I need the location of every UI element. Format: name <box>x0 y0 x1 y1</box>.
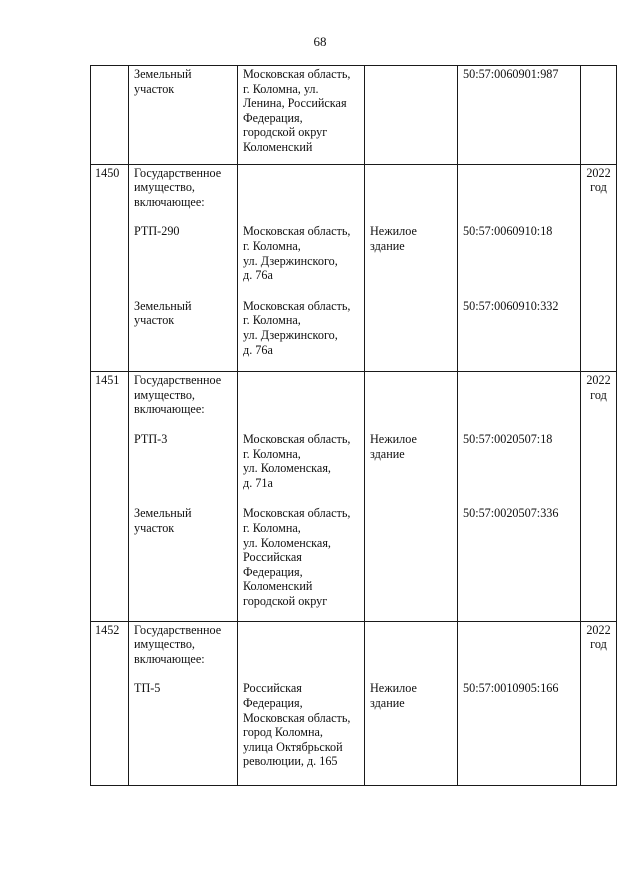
year-cell <box>581 66 617 165</box>
object-address-line: городской округ <box>243 593 328 608</box>
object-type <box>370 224 453 282</box>
property-group-header <box>134 373 233 417</box>
table-row <box>91 621 617 785</box>
object-address-line: г. Коломна, ул. <box>243 81 319 96</box>
object-address <box>243 432 360 490</box>
property-registry-table <box>90 65 617 786</box>
object-type <box>370 681 453 769</box>
object-name-line: участок <box>134 313 175 328</box>
property-group-header-line: включающее: <box>134 402 205 417</box>
object-address <box>243 681 360 769</box>
object-type-cell <box>365 372 458 621</box>
object-name-line: ТП-5 <box>134 681 161 696</box>
object-type-line: здание <box>370 446 405 461</box>
object-type-line: здание <box>370 695 405 710</box>
object-type <box>370 67 453 155</box>
cadastral-number-cell <box>458 621 581 785</box>
cadastral-number-cell <box>458 372 581 621</box>
row-number: 1451 <box>95 373 120 388</box>
object-name <box>134 299 233 357</box>
object-address-line: д. 76а <box>243 268 273 283</box>
transfer-year-line: 2022 <box>586 165 611 180</box>
object-address <box>243 224 360 282</box>
object-address-line: Российская <box>243 550 302 565</box>
object-name-cell <box>129 164 238 372</box>
transfer-year-line: год <box>590 637 607 652</box>
object-address <box>243 506 360 608</box>
cadastral-number: 50:57:0060910:332 <box>463 298 559 313</box>
object-name-line: Земельный <box>134 67 192 81</box>
object-address-line: г. Коломна, <box>243 446 301 461</box>
row-number: 1452 <box>95 622 120 637</box>
property-group-header-line: включающее: <box>134 651 205 666</box>
row-number-cell <box>91 372 129 621</box>
row-number-cell <box>91 66 129 165</box>
year-cell <box>581 621 617 785</box>
object-type <box>370 506 453 608</box>
object-address-line: Московская область, <box>243 298 351 313</box>
object-name-cell <box>129 66 238 165</box>
object-address-line: д. 76а <box>243 342 273 357</box>
table-row <box>91 372 617 621</box>
object-address-line: д. 71а <box>243 475 273 490</box>
object-name-line: участок <box>134 81 175 96</box>
object-address-line: город Коломна, <box>243 725 323 740</box>
object-address-line: Коломенский <box>243 139 313 154</box>
year-cell <box>581 164 617 372</box>
object-name-cell <box>129 621 238 785</box>
cadastral-number-cell <box>458 164 581 372</box>
cadastral-number: 50:57:0020507:336 <box>463 506 559 521</box>
object-address-line: Московская область, <box>243 224 351 239</box>
address-cell <box>238 372 365 621</box>
address-cell <box>238 164 365 372</box>
object-address-line: улица Октябрьской <box>243 739 343 754</box>
object-address <box>243 299 360 357</box>
address-cell <box>238 66 365 165</box>
year-cell <box>581 372 617 621</box>
object-address-line: Коломенский <box>243 579 313 594</box>
object-name-line: РТП-3 <box>134 431 168 446</box>
object-type-line: Нежилое <box>370 431 417 446</box>
object-address-line: Федерация, <box>243 110 303 125</box>
object-address-line: Федерация, <box>243 564 303 579</box>
object-address-line: Московская область, <box>243 506 351 521</box>
property-group-header-line: Государственное <box>134 165 222 180</box>
row-number-cell <box>91 164 129 372</box>
object-address-line: ул. Дзержинского, <box>243 327 338 342</box>
object-name-line: участок <box>134 520 175 535</box>
object-type-line: здание <box>370 238 405 253</box>
object-type <box>370 299 453 357</box>
address-cell <box>238 621 365 785</box>
cadastral-number-cell <box>458 66 581 165</box>
transfer-year <box>583 166 614 195</box>
object-type-cell <box>365 621 458 785</box>
object-address-line: Российская <box>243 681 302 696</box>
object-type-line: Нежилое <box>370 224 417 239</box>
transfer-year <box>583 373 614 402</box>
object-address <box>243 67 360 155</box>
object-address-line: ул. Коломенская, <box>243 535 331 550</box>
object-address-line: ул. Дзержинского, <box>243 253 338 268</box>
transfer-year-line: 2022 <box>586 373 611 388</box>
transfer-year-line: 2022 <box>586 622 611 637</box>
transfer-year-line: год <box>590 387 607 402</box>
object-address-line: г. Коломна, <box>243 313 301 328</box>
object-address-line: Ленина, Российская <box>243 96 347 111</box>
property-group-header-line: имущество, <box>134 637 195 652</box>
property-group-header-line: имущество, <box>134 387 195 402</box>
object-address-line: революции, д. 165 <box>243 754 338 769</box>
cadastral-number: 50:57:0020507:18 <box>463 431 553 446</box>
property-group-header <box>134 166 233 210</box>
property-group-header <box>134 623 233 667</box>
cadastral-number: 50:57:0010905:166 <box>463 681 559 696</box>
object-name-cell <box>129 372 238 621</box>
object-address-line: г. Коломна, <box>243 238 301 253</box>
object-address-line: Московская область, <box>243 710 351 725</box>
cadastral-number: 50:57:0060901:987 <box>463 67 559 81</box>
object-name <box>134 432 233 490</box>
property-group-header-line: включающее: <box>134 194 205 209</box>
page-number: 68 <box>313 34 327 49</box>
transfer-year <box>583 623 614 652</box>
object-name <box>134 224 233 282</box>
object-address-line: г. Коломна, <box>243 520 301 535</box>
property-group-header-line: Государственное <box>134 622 222 637</box>
object-name <box>134 506 233 608</box>
object-type-cell <box>365 164 458 372</box>
object-type-cell <box>365 66 458 165</box>
object-address-line: ул. Коломенская, <box>243 461 331 476</box>
object-name <box>134 681 233 769</box>
property-group-header-line: Государственное <box>134 373 222 388</box>
row-number-cell <box>91 621 129 785</box>
object-address-line: Московская область, <box>243 431 351 446</box>
object-name-line: РТП-290 <box>134 224 180 239</box>
object-address-line: Московская область, <box>243 67 351 81</box>
table-row <box>91 66 617 165</box>
object-name <box>134 67 233 155</box>
object-address-line: городской округ <box>243 125 328 140</box>
object-type <box>370 432 453 490</box>
row-number: 1450 <box>95 165 120 180</box>
object-name-line: Земельный <box>134 298 192 313</box>
cadastral-number: 50:57:0060910:18 <box>463 224 553 239</box>
object-name-line: Земельный <box>134 506 192 521</box>
table-row <box>91 164 617 372</box>
object-type-line: Нежилое <box>370 681 417 696</box>
property-group-header-line: имущество, <box>134 180 195 195</box>
transfer-year-line: год <box>590 180 607 195</box>
object-address-line: Федерация, <box>243 695 303 710</box>
